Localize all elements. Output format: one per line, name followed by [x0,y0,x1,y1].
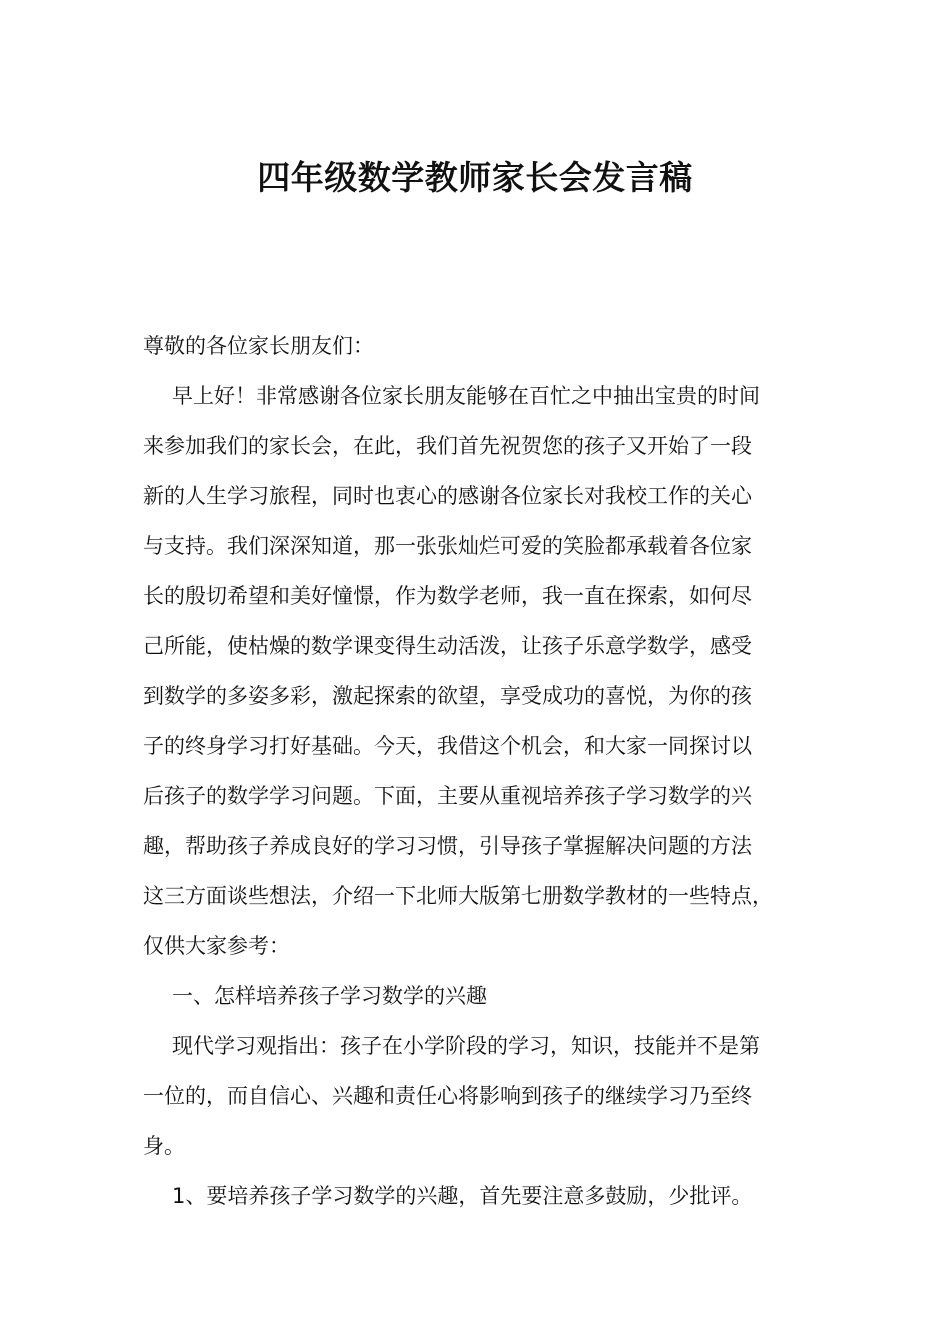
body-line: 己所能，使枯燥的数学课变得生动活泼，让孩子乐意学数学，感受 [143,634,752,658]
body-line: 与支持。我们深深知道，那一张张灿烂可爱的笑脸都承载着各位家 [143,534,752,558]
body-line: 这三方面谈些想法，介绍一下北师大版第七册数学教材的一些特点， [143,884,773,908]
body-line: 来参加我们的家长会，在此，我们首先祝贺您的孩子又开始了一段 [143,434,752,458]
body-line: 后孩子的数学学习问题。下面，主要从重视培养孩子学习数学的兴 [143,784,752,808]
body-line: 新的人生学习旅程，同时也衷心的感谢各位家长对我校工作的关心 [143,484,752,508]
body-line: 子的终身学习打好基础。今天，我借这个机会，和大家一同探讨以 [143,734,752,758]
body-line: 身。 [143,1134,185,1158]
document-body [143,321,823,1221]
document-title: 四年级数学教师家长会发言稿 [257,158,693,197]
body-line: 一位的，而自信心、兴趣和责任心将影响到孩子的继续学习乃至终 [143,1084,752,1108]
body-line: 趣，帮助孩子养成良好的学习习惯，引导孩子掌握解决问题的方法 [143,834,752,858]
body-line: 到数学的多姿多彩，激起探索的欲望，享受成功的喜悦，为你的孩 [143,684,752,708]
body-line: 早上好！非常感谢各位家长朋友能够在百忙之中抽出宝贵的时间 [172,384,760,408]
body-line: 长的殷切希望和美好憧憬，作为数学老师，我一直在探索，如何尽 [143,584,752,608]
body-line: 1、要培养孩子学习数学的兴趣，首先要注意多鼓励，少批评。 [172,1184,753,1208]
body-line: 尊敬的各位家长朋友们： [143,334,374,358]
body-line: 现代学习观指出：孩子在小学阶段的学习，知识，技能并不是第 [172,1034,760,1058]
body-line: 仅供大家参考： [143,934,290,958]
body-line: 一、怎样培养孩子学习数学的兴趣 [172,984,487,1008]
